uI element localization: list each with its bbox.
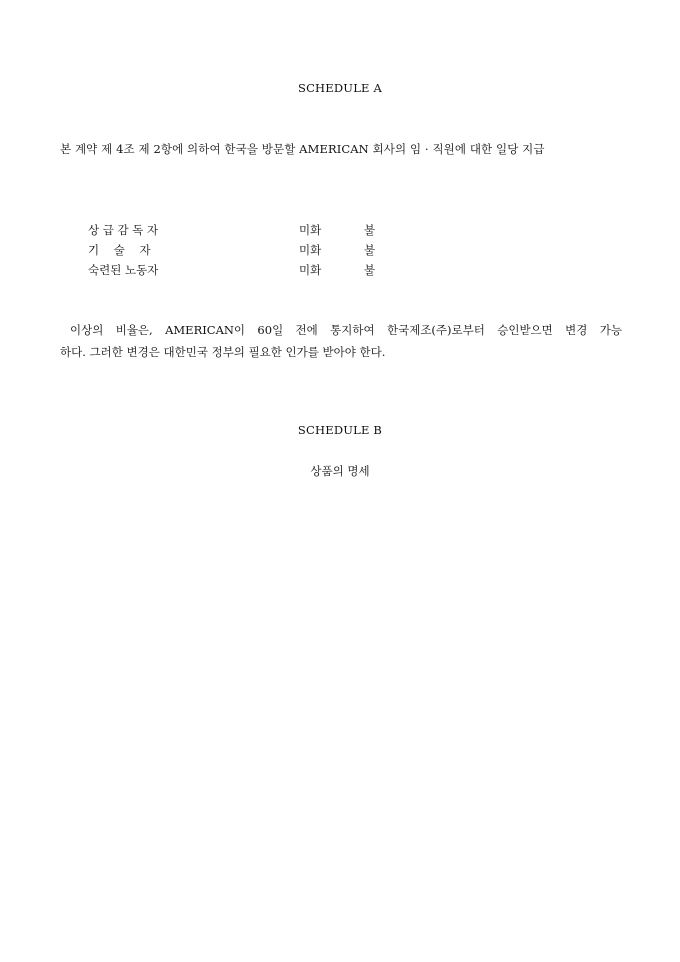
schedule-a-intro: 본 계약 제 4조 제 2항에 의하여 한국을 방문할 AMERICAN 회사의 임 · 직원에 대한 일당 지급 [60, 142, 545, 156]
note-line: 이상의 비율은, AMERICAN이 60일 전에 통지하여 한국제조(주)로부터 승인받으면 변경 가능 [70, 323, 622, 337]
rate-unit: 불 [364, 223, 376, 237]
rate-row-skilled-worker [88, 260, 408, 280]
rate-role: 숙련된 노동자 [88, 263, 159, 277]
rate-unit: 불 [364, 263, 376, 277]
rate-currency: 미화 [299, 243, 322, 257]
schedule-a-title: SCHEDULE A [297, 81, 382, 95]
rate-currency: 미화 [299, 263, 322, 277]
rate-unit: 불 [364, 243, 376, 257]
daily-rate-list [88, 220, 408, 280]
note-line: 하다. 그러한 변경은 대한민국 정부의 필요한 인가를 받아야 한다. [60, 345, 386, 359]
rate-change-note [60, 319, 622, 363]
rate-row-senior-supervisor [88, 220, 408, 240]
schedule-b-subtitle: 상품의 명세 [310, 464, 370, 478]
rate-role: 기 술 자 [88, 243, 151, 257]
schedule-b-title: SCHEDULE B [297, 423, 383, 437]
rate-currency: 미화 [299, 223, 322, 237]
rate-role: 상 급 감 독 자 [88, 223, 159, 237]
rate-row-technician [88, 240, 408, 260]
